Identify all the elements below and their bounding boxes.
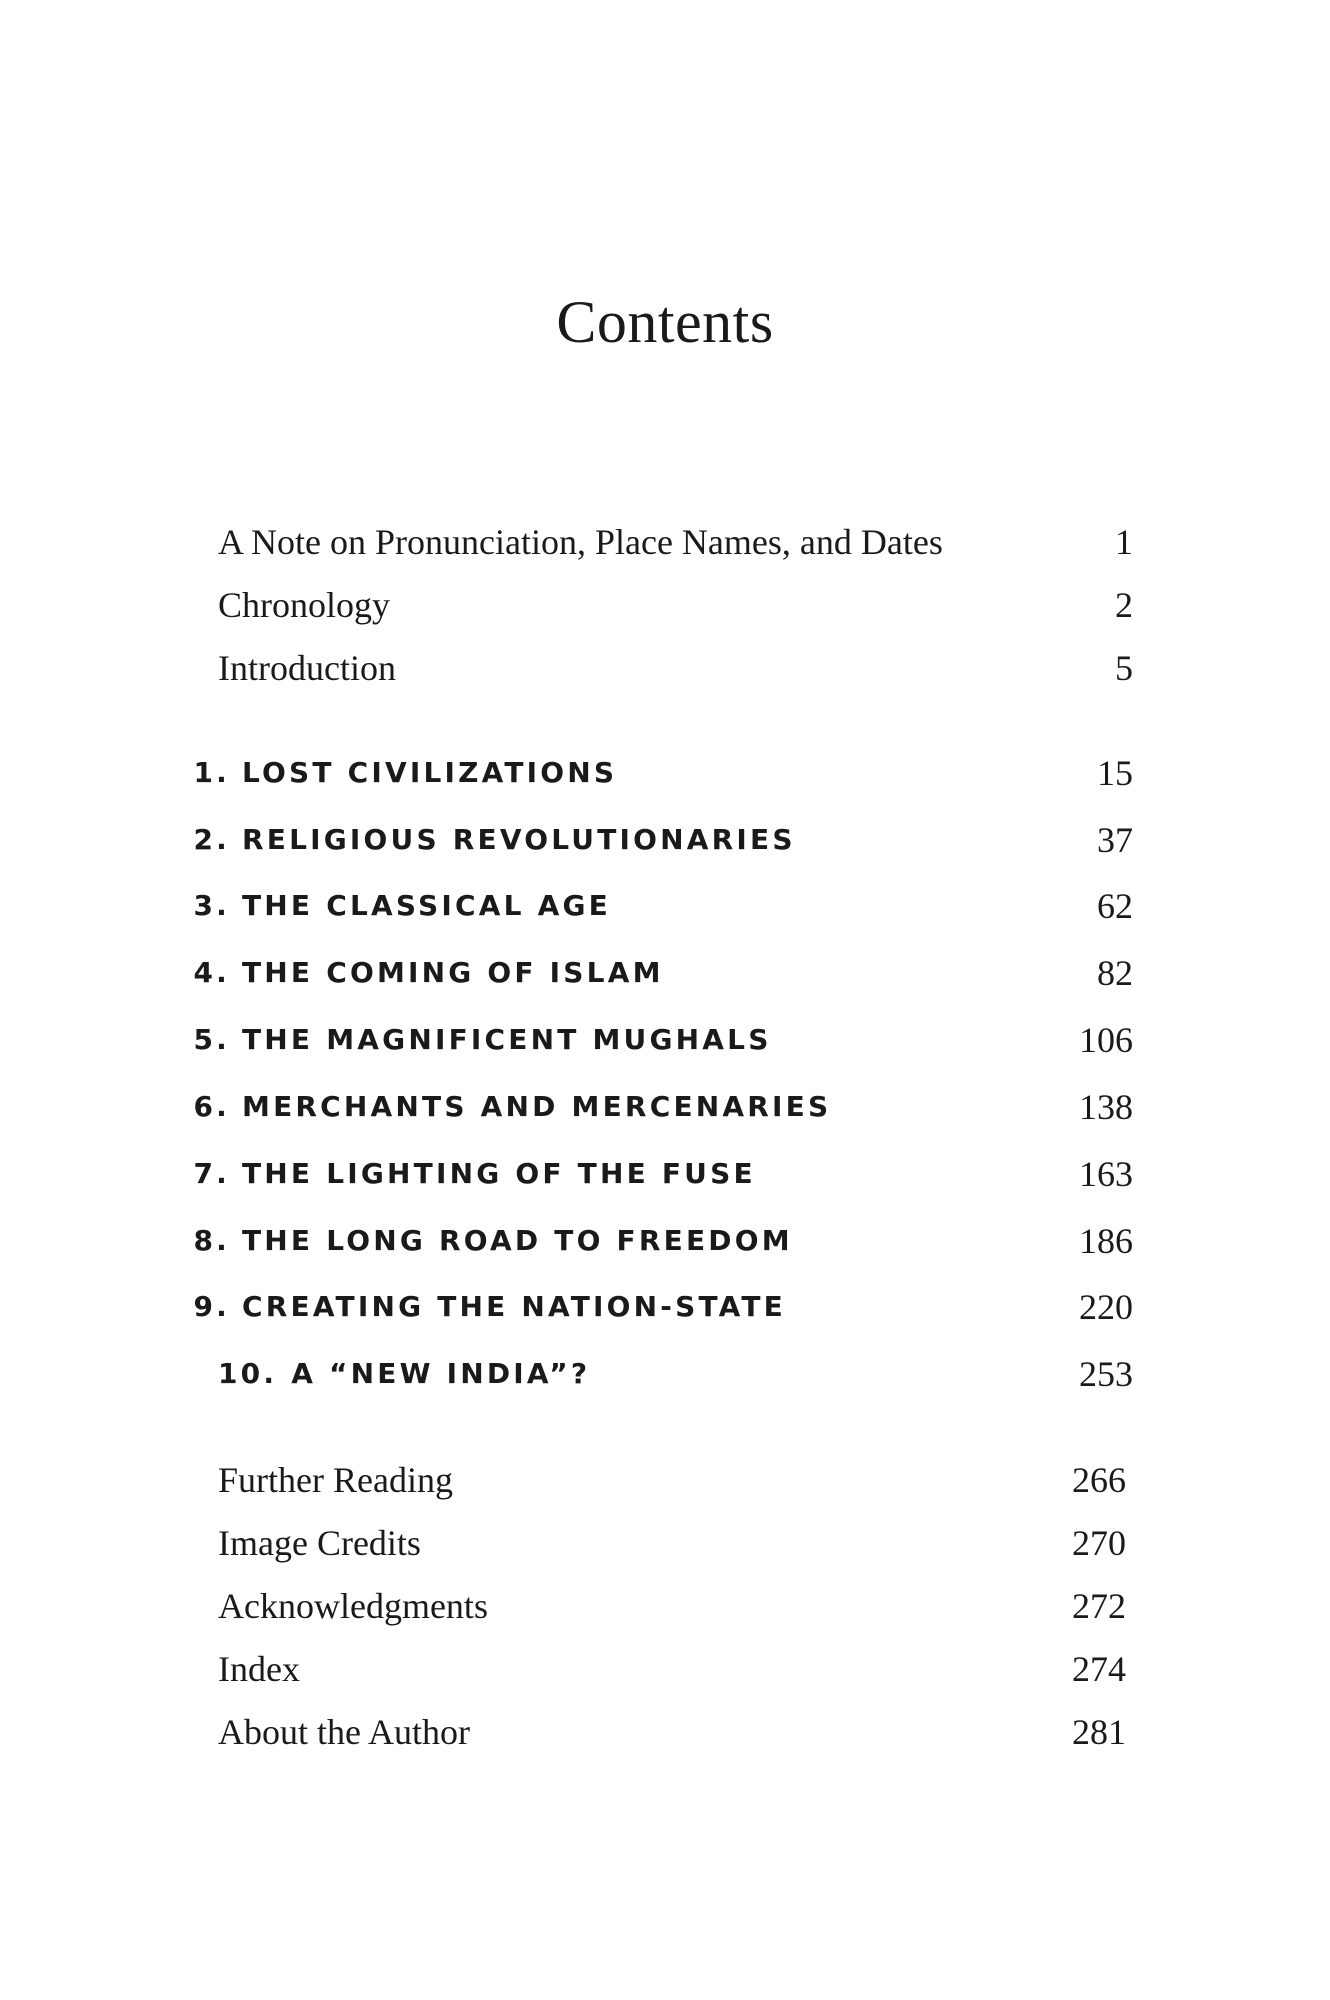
chapter-number: 8. bbox=[193, 1224, 230, 1257]
toc-entry-page: 272 bbox=[1072, 1586, 1126, 1626]
toc-entry-about-the-author[interactable] bbox=[0, 1702, 1330, 1762]
chapter-title: LOST CIVILIZATIONS bbox=[242, 756, 618, 789]
toc-entry-page: 1 bbox=[1115, 522, 1133, 562]
toc-entry-page: 270 bbox=[1072, 1523, 1126, 1563]
chapter-heading bbox=[192, 943, 664, 1003]
toc-entry-label: Index bbox=[218, 1649, 300, 1689]
toc-entry-introduction[interactable] bbox=[0, 638, 1330, 698]
toc-chapter-8[interactable] bbox=[0, 1211, 1330, 1271]
toc-chapter-9[interactable] bbox=[0, 1277, 1330, 1337]
chapter-number: 3. bbox=[193, 889, 230, 922]
chapter-heading bbox=[192, 1211, 793, 1271]
toc-entry-note-on-pronunciation[interactable] bbox=[0, 512, 1330, 572]
toc-entry-page: 266 bbox=[1072, 1460, 1126, 1500]
toc-entry-label: Chronology bbox=[218, 585, 391, 625]
chapter-page: 82 bbox=[1097, 953, 1133, 993]
chapter-heading bbox=[192, 810, 796, 870]
chapter-title: THE COMING OF ISLAM bbox=[242, 956, 664, 989]
toc-entry-image-credits[interactable] bbox=[0, 1513, 1330, 1573]
page-title: Contents bbox=[556, 289, 774, 355]
chapter-heading bbox=[192, 1077, 831, 1137]
toc-chapter-7[interactable] bbox=[0, 1144, 1330, 1204]
chapter-page: 163 bbox=[1079, 1154, 1133, 1194]
chapter-title: CREATING THE NATION-STATE bbox=[242, 1290, 786, 1323]
toc-entry-label: A Note on Pronunciation, Place Names, and Dates bbox=[218, 522, 943, 562]
toc-entry-further-reading[interactable] bbox=[0, 1450, 1330, 1510]
chapter-page: 106 bbox=[1079, 1020, 1133, 1060]
chapter-heading bbox=[192, 1010, 772, 1070]
chapter-heading bbox=[192, 876, 611, 936]
chapter-title: THE MAGNIFICENT MUGHALS bbox=[242, 1023, 772, 1056]
chapter-number: 4. bbox=[193, 956, 230, 989]
chapter-number: 2. bbox=[193, 823, 230, 856]
toc-chapter-3[interactable] bbox=[0, 876, 1330, 936]
chapter-title: THE LIGHTING OF THE FUSE bbox=[242, 1157, 756, 1190]
chapter-page: 253 bbox=[1079, 1354, 1133, 1394]
chapter-heading bbox=[192, 743, 617, 803]
toc-entry-label: Acknowledgments bbox=[218, 1586, 488, 1626]
chapter-number: 6. bbox=[193, 1090, 230, 1123]
chapter-page: 62 bbox=[1097, 886, 1133, 926]
toc-entry-label: Image Credits bbox=[218, 1523, 421, 1563]
chapter-number: 1. bbox=[193, 756, 230, 789]
toc-entry-page: 5 bbox=[1115, 648, 1133, 688]
toc-entry-label: About the Author bbox=[218, 1712, 470, 1752]
chapter-number: 7. bbox=[193, 1157, 230, 1190]
toc-entry-index[interactable] bbox=[0, 1639, 1330, 1699]
chapter-page: 37 bbox=[1097, 820, 1133, 860]
toc-entry-page: 2 bbox=[1115, 585, 1133, 625]
chapter-title: MERCHANTS AND MERCENARIES bbox=[242, 1090, 832, 1123]
toc-chapter-1[interactable] bbox=[0, 743, 1330, 803]
toc-entry-page: 281 bbox=[1072, 1712, 1126, 1752]
toc-chapter-6[interactable] bbox=[0, 1077, 1330, 1137]
chapter-title: THE CLASSICAL AGE bbox=[242, 889, 611, 922]
chapter-title: THE LONG ROAD TO FREEDOM bbox=[242, 1224, 793, 1257]
toc-chapter-2[interactable] bbox=[0, 810, 1330, 870]
chapter-heading bbox=[192, 1277, 786, 1337]
toc-chapter-4[interactable] bbox=[0, 943, 1330, 1003]
chapter-page: 220 bbox=[1079, 1287, 1133, 1327]
chapter-title: RELIGIOUS REVOLUTIONARIES bbox=[242, 823, 796, 856]
toc-entry-label: Further Reading bbox=[218, 1460, 453, 1500]
toc-entry-page: 274 bbox=[1072, 1649, 1126, 1689]
chapter-heading bbox=[192, 1144, 756, 1204]
toc-entry-chronology[interactable] bbox=[0, 575, 1330, 635]
chapter-number: 10. bbox=[218, 1357, 278, 1390]
chapter-title: A “NEW INDIA”? bbox=[291, 1357, 591, 1390]
chapter-page: 186 bbox=[1079, 1221, 1133, 1261]
chapter-number: 5. bbox=[193, 1023, 230, 1056]
toc-entry-label: Introduction bbox=[218, 648, 396, 688]
chapter-number: 9. bbox=[193, 1290, 230, 1323]
chapter-page: 138 bbox=[1079, 1087, 1133, 1127]
toc-entry-acknowledgments[interactable] bbox=[0, 1576, 1330, 1636]
toc-chapter-10[interactable] bbox=[0, 1344, 1330, 1404]
toc-chapter-5[interactable] bbox=[0, 1010, 1330, 1070]
chapter-page: 15 bbox=[1097, 753, 1133, 793]
chapter-heading bbox=[218, 1344, 590, 1404]
